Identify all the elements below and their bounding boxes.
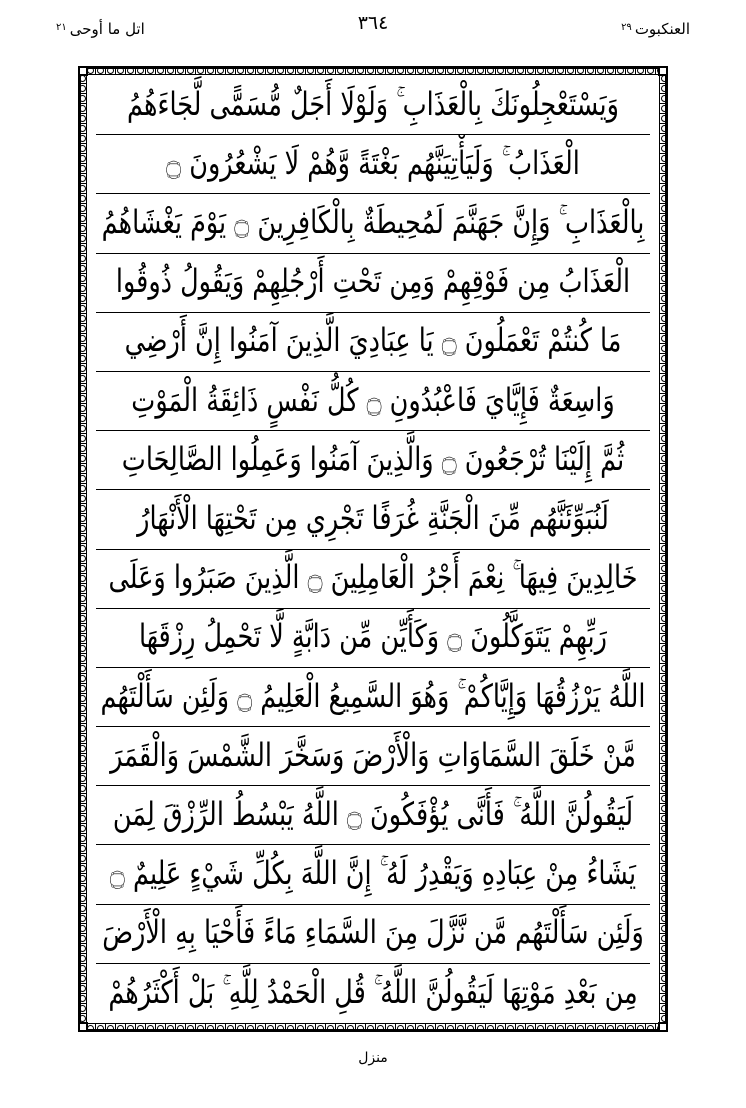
- quran-line-text: وَاسِعَةٌ فَإِيَّايَ فَاعْبُدُونِ ۝ كُلُّ نَفْسٍ ذَائِقَةُ الْمَوْتِ: [131, 381, 615, 419]
- quran-line-text: مَّنْ خَلَقَ السَّمَاوَاتِ وَالْأَرْضَ وَسَخَّرَ الشَّمْسَ وَالْقَمَرَ: [110, 736, 636, 774]
- frame-braid-right-decoration: [660, 74, 668, 1024]
- frame-corner-top-right-decoration: [78, 66, 88, 76]
- quran-text-block: [96, 76, 650, 1022]
- quran-line-text: اللَّهُ يَرْزُقُهَا وَإِيَّاكُمْ ۚ وَهُوَ السَّمِيعُ الْعَلِيمُ ۝ وَلَئِن سَأَلْتَهُم: [100, 677, 646, 715]
- juz-name: اتل ما أوحى: [69, 19, 145, 38]
- frame-braid-bottom-decoration: [86, 1024, 660, 1032]
- quran-line: [96, 727, 650, 786]
- quran-line-text: يَشَاءُ مِنْ عِبَادِهِ وَيَقْدِرُ لَهُ ۚ إِنَّ اللَّهَ بِكُلِّ شَيْءٍ عَلِيمٌ ۝: [109, 854, 637, 892]
- quran-line: [96, 609, 650, 668]
- frame-braid-left-decoration: [78, 74, 86, 1024]
- quran-line: [96, 490, 650, 549]
- quran-line-text: وَيَسْتَعْجِلُونَكَ بِالْعَذَابِ ۚ وَلَوْلَا أَجَلٌ مُّسَمًّى لَّجَاءَهُمُ: [127, 85, 619, 123]
- page-number: ٣٦٤: [357, 12, 389, 34]
- frame-corner-bottom-right-decoration: [78, 1022, 88, 1032]
- quran-line: [96, 135, 650, 194]
- quran-line: [96, 313, 650, 372]
- frame-corner-bottom-left-decoration: [658, 1022, 668, 1032]
- quran-line: [96, 550, 650, 609]
- juz-number: ٢١: [56, 21, 67, 33]
- quran-line: [96, 254, 650, 313]
- quran-line: [96, 905, 650, 964]
- quran-line: [96, 372, 650, 431]
- surah-name: العنكبوت: [634, 19, 690, 38]
- quran-line-text: الْعَذَابُ ۚ وَلَيَأْتِيَنَّهُم بَغْتَةً وَّهُمْ لَا يَشْعُرُونَ ۝: [166, 144, 580, 182]
- quran-line-text: ثُمَّ إِلَيْنَا تُرْجَعُونَ ۝ وَالَّذِينَ آمَنُوا وَعَمِلُوا الصَّالِحَاتِ: [121, 440, 625, 478]
- surah-number: ٢٩: [621, 21, 632, 33]
- quran-line-text: لَيَقُولُنَّ اللَّهُ ۚ فَأَنَّى يُؤْفَكُونَ ۝ اللَّهُ يَبْسُطُ الرِّزْقَ لِمَن: [112, 795, 634, 833]
- quran-line-text: مِن بَعْدِ مَوْتِهَا لَيَقُولُنَّ اللَّهُ ۚ قُلِ الْحَمْدُ لِلَّهِ ۚ بَلْ أَكْثَرُهُمْ: [108, 973, 638, 1011]
- quran-line-text: خَالِدِينَ فِيهَا ۚ نِعْمَ أَجْرُ الْعَامِلِينَ ۝ الَّذِينَ صَبَرُوا وَعَلَى: [108, 558, 638, 597]
- quran-line: [96, 786, 650, 845]
- quran-line-text: مَا كُنتُمْ تَعْمَلُونَ ۝ يَا عِبَادِيَ الَّذِينَ آمَنُوا إِنَّ أَرْضِي: [124, 322, 622, 360]
- quran-line: [96, 964, 650, 1022]
- frame-corner-top-left-decoration: [658, 66, 668, 76]
- frame-braid-top-decoration: [86, 66, 660, 74]
- quran-line-text: بِالْعَذَابِ ۚ وَإِنَّ جَهَنَّمَ لَمُحِيطَةٌ بِالْكَافِرِينَ ۝ يَوْمَ يَغْشَاهُمُ: [101, 203, 645, 241]
- surah-name-group: [621, 19, 690, 38]
- quran-line-text: الْعَذَابُ مِن فَوْقِهِمْ وَمِن تَحْتِ أَرْجُلِهِمْ وَيَقُولُ ذُوقُوا: [115, 262, 631, 301]
- juz-name-group: [56, 19, 145, 38]
- quran-line: [96, 845, 650, 904]
- quran-line-text: وَلَئِن سَأَلْتَهُم مَّن نَّزَّلَ مِنَ السَّمَاءِ مَاءً فَأَحْيَا بِهِ الْأَرْضَ: [102, 914, 644, 952]
- footer-note: منزل: [358, 1050, 388, 1066]
- quran-line: [96, 194, 650, 253]
- quran-line: [96, 668, 650, 727]
- quran-line-text: رَبِّهِمْ يَتَوَكَّلُونَ ۝ وَكَأَيِّن مِّن دَابَّةٍ لَّا تَحْمِلُ رِزْقَهَا: [139, 618, 607, 656]
- quran-line: [96, 76, 650, 135]
- quran-line: [96, 431, 650, 490]
- quran-line-text: لَنُبَوِّئَنَّهُم مِّنَ الْجَنَّةِ غُرَفًا تَجْرِي مِن تَحْتِهَا الْأَنْهَارُ: [137, 499, 609, 537]
